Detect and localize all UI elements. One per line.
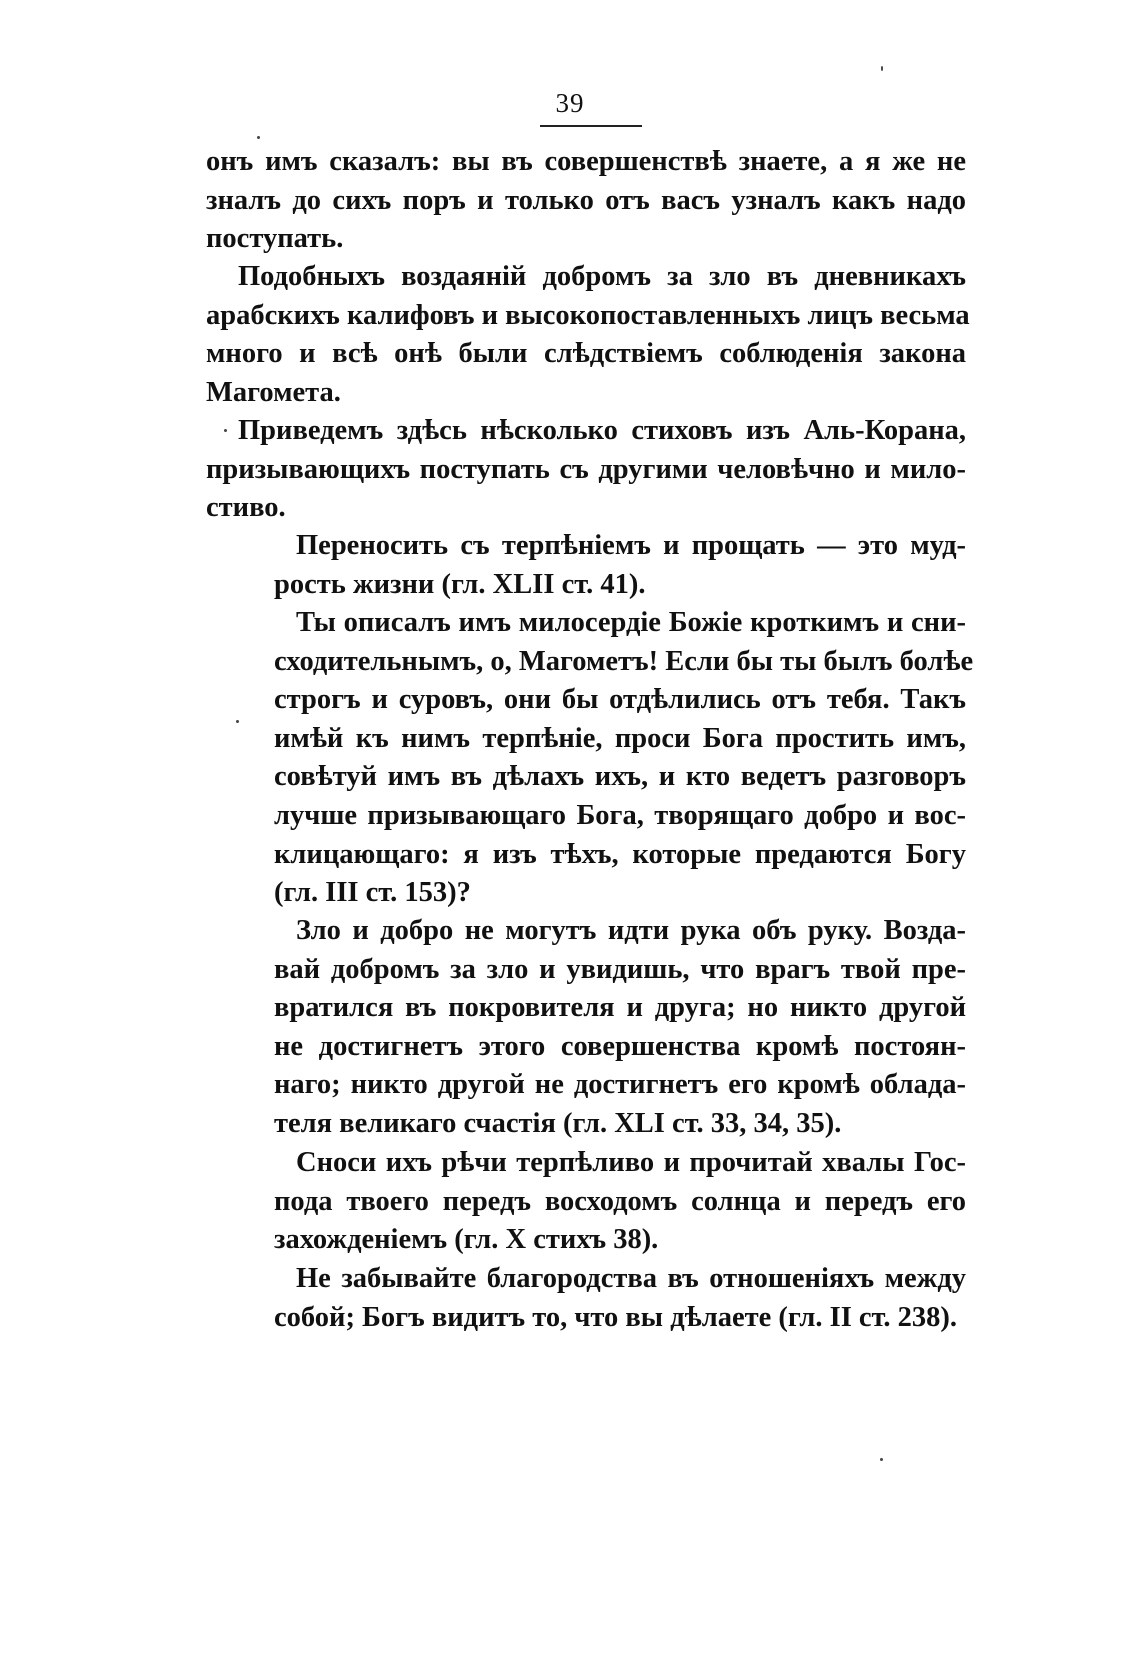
- paragraph-introduction: [206, 412, 966, 528]
- text-line: теля великаго счастія (гл. XLI ст. 33, 34, 35).: [274, 1107, 842, 1139]
- text-line: лучше призывающаго Бога, творящаго добро и вос-: [274, 799, 966, 831]
- text-line: вратился въ покровителя и друга; но никто другой: [274, 992, 966, 1024]
- text-line: Не забывайте благородства въ отношеніяхъ между: [296, 1263, 966, 1294]
- text-line: сходительнымъ, о, Магометъ! Если бы ты былъ болѣе: [274, 645, 974, 677]
- text-line: много и всѣ онѣ были слѣдствіемъ соблюденія закона: [206, 338, 966, 370]
- text-line: онъ имъ сказалъ: вы въ совершенствѣ знаете, а я же не: [206, 146, 966, 177]
- scan-speck: [257, 136, 260, 139]
- text-line: наго; никто другой не достигнетъ его кромѣ облада-: [274, 1069, 966, 1101]
- text-line: стиво.: [206, 492, 286, 524]
- text-line: зналъ до сихъ поръ и только отъ васъ узналъ какъ надо: [206, 184, 966, 216]
- page-number: 39: [555, 88, 585, 118]
- quote-paragraph: [274, 912, 966, 1144]
- text-line: Магомета.: [206, 376, 341, 408]
- scan-speck: [236, 720, 239, 723]
- quote-paragraph: [274, 604, 974, 913]
- text-line: рость жизни (гл. XLII ст. 41).: [274, 568, 646, 600]
- text-line: Зло и добро не могутъ идти рука объ руку. Возда-: [296, 915, 966, 946]
- page-number-rule: [540, 125, 642, 127]
- text-line: клицающаго: я изъ тѣхъ, которые предаются Богу: [274, 838, 966, 870]
- text-line: вай добромъ за зло и увидишь, что врагъ твой пре-: [274, 953, 966, 985]
- paragraph-retributions: [206, 258, 970, 412]
- text-line: имѣй къ нимъ терпѣніе, проси Бога простить имъ,: [274, 722, 966, 754]
- text-line: захожденіемъ (гл. X стихъ 38).: [274, 1224, 659, 1256]
- quote-paragraph: [274, 1144, 966, 1260]
- text-line: не достигнетъ этого совершенства кромѣ постоян-: [274, 1030, 966, 1062]
- text-line: Переносить съ терпѣніемъ и прощать — это муд-: [296, 530, 966, 561]
- text-line: строгъ и суровъ, они бы отдѣлились отъ тебя. Такъ: [274, 684, 966, 716]
- text-line: собой; Богъ видитъ то, что вы дѣлаете (гл. II ст. 238).: [274, 1301, 958, 1333]
- scan-speck: [880, 1458, 883, 1461]
- quote-paragraph: [274, 527, 966, 604]
- text-line: (гл. III ст. 153)?: [274, 877, 471, 909]
- text-line: Сноси ихъ рѣчи терпѣливо и прочитай хвалы Гос-: [296, 1147, 966, 1178]
- text-line: Приведемъ здѣсь нѣсколько стиховъ изъ Аль-Корана,: [238, 415, 966, 446]
- paragraph-continuation: [206, 143, 966, 259]
- text-line: совѣтуй имъ въ дѣлахъ ихъ, и кто ведетъ разговоръ: [274, 761, 966, 793]
- text-line: поступать.: [206, 223, 344, 255]
- text-line: пода твоего передъ восходомъ солнца и передъ его: [274, 1185, 966, 1217]
- text-line: Ты описалъ имъ милосердіе Божіе кроткимъ и сни-: [296, 607, 966, 638]
- scan-speck: [224, 429, 227, 432]
- text-line: арабскихъ калифовъ и высокопоставленныхъ лицъ весьма: [206, 299, 970, 331]
- text-line: призывающихъ поступать съ другими человѣчно и мило-: [206, 453, 966, 485]
- quote-paragraph: [274, 1260, 966, 1337]
- scan-speck: [881, 66, 883, 71]
- text-line: Подобныхъ воздаяній добромъ за зло въ дневникахъ: [238, 261, 966, 292]
